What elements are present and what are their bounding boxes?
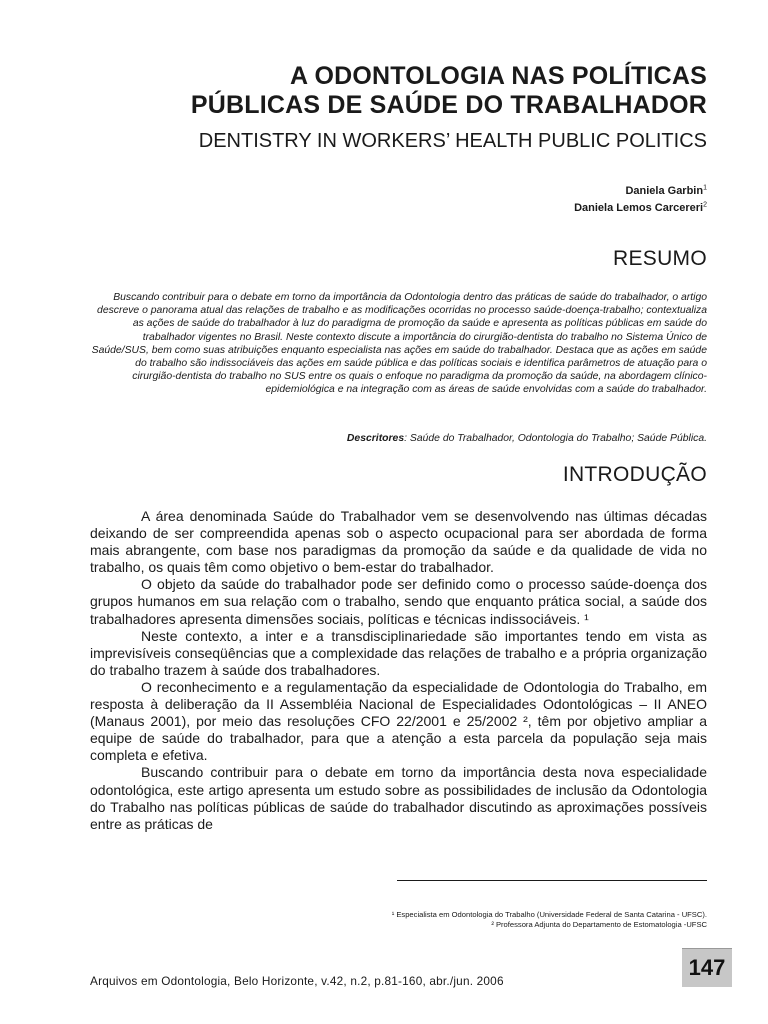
introducao-heading: INTRODUÇÃO (562, 463, 707, 486)
page-number: 147 (682, 948, 732, 987)
author-1 (574, 183, 707, 200)
keywords-label: Descritores (346, 433, 405, 444)
article-title (90, 62, 707, 120)
article-subtitle: DENTISTRY IN WORKERS’ HEALTH PUBLIC POLITICS (198, 130, 707, 152)
title-line-2: PÚBLICAS DE SAÚDE DO TRABALHADOR (190, 91, 707, 119)
paragraph: O reconhecimento e a regulamentação da especialidade de Odontologia do Trabalho, em resposta à deliberação da II Assembléia Nacional de Especialidades Odontológicas – II ANEO (Manaus 2001), por meio das resoluções CFO 22/2001 e 25/2002 ², têm por objetivo ampliar a equipe de saúde do trabalhador, para que a atenção a esta parcela da população seja mais completa e efetiva. (90, 678, 707, 764)
journal-citation: Arquivos em Odontologia, Belo Horizonte, v.42, n.2, p.81-160, abr./jun. 2006 (90, 974, 504, 988)
author-mark: 1 (703, 184, 707, 192)
author-name: Daniela Lemos Carcereri (574, 202, 704, 214)
author-mark: 2 (703, 201, 707, 209)
paragraph: Buscando contribuir para o debate em torno da importância desta nova especialidade odontológica, este artigo apresenta um estudo sobre as possibilidades de inclusão da Odontologia do Trabalho nas políticas públicas de saúde do trabalhador discutindo as aproximações possíveis entre as práticas de (90, 764, 707, 832)
author-name: Daniela Garbin (625, 185, 704, 197)
abstract-text: Buscando contribuir para o debate em torno da importância da Odontologia dentro das práticas de saúde do trabalhador, o artigo descreve o panorama atual das relações de trabalho e as modificações ocorridas no processo saúde-doença-trabalho; contextualiza as ações de saúde do trabalhador à luz do paradigma de promoção da saúde e apresenta as políticas públicas em saúde do trabalhador vigentes no Brasil. Neste contexto discute a importância do cirurgião-dentista do trabalho no Sistema Único de Saúde/SUS, bem como suas atribuições enquanto especialista nas ações em saúde do trabalhador. Destaca que as ações em saúde do trabalho são indissociáveis das ações em saúde pública e das políticas sociais e identifica parâmetros de atuação para o cirurgião-dentista do trabalho no SUS entre os quais o enfoque no paradigma da promoção da saúde, na abordagem clínico-epidemiológica e na integração com as áreas de saúde envolvidas com a saúde do trabalhador. (91, 292, 707, 396)
footnote-divider (397, 880, 707, 881)
paragraph: A área denominada Saúde do Trabalhador vem se desenvolvendo nas últimas décadas deixando de ser compreendida apenas sob o aspecto ocupacional para ser abordada de forma mais abrangente, com base nos paradigmas da promoção da saúde e da qualidade de vida no trabalho, os quais têm como objetivo o bem-estar do trabalhador. (90, 508, 707, 576)
paragraph: O objeto da saúde do trabalhador pode ser definido como o processo saúde-doença dos grupos humanos em sua relação com o trabalho, sendo que enquanto prática social, a saúde dos trabalhadores apresenta dimensões sociais, políticas e técnicas indissociáveis. ¹ (90, 576, 707, 627)
introduction-body (90, 508, 707, 833)
footnote-2: ² Professora Adjunta do Departamento de Estomatologia -UFSC (491, 920, 707, 929)
footnote-1: ¹ Especialista em Odontologia do Trabalho (Universidade Federal de Santa Catarina - UFSC). (391, 910, 707, 919)
keywords (90, 432, 707, 445)
author-list (574, 183, 707, 217)
author-2 (574, 200, 707, 217)
title-line-1: A ODONTOLOGIA NAS POLÍTICAS (290, 62, 707, 90)
paragraph: Neste contexto, a inter e a transdisciplinariedade são importantes tendo em vista as imprevisíveis conseqüências que a complexidade das relações de trabalho e a própria organização do trabalho trazem à saúde dos trabalhadores. (90, 627, 707, 678)
keywords-text: : Saúde do Trabalhador, Odontologia do Trabalho; Saúde Pública. (404, 433, 707, 444)
footnotes (90, 910, 707, 930)
resumo-heading: RESUMO (613, 247, 707, 270)
article-page (90, 0, 726, 1024)
